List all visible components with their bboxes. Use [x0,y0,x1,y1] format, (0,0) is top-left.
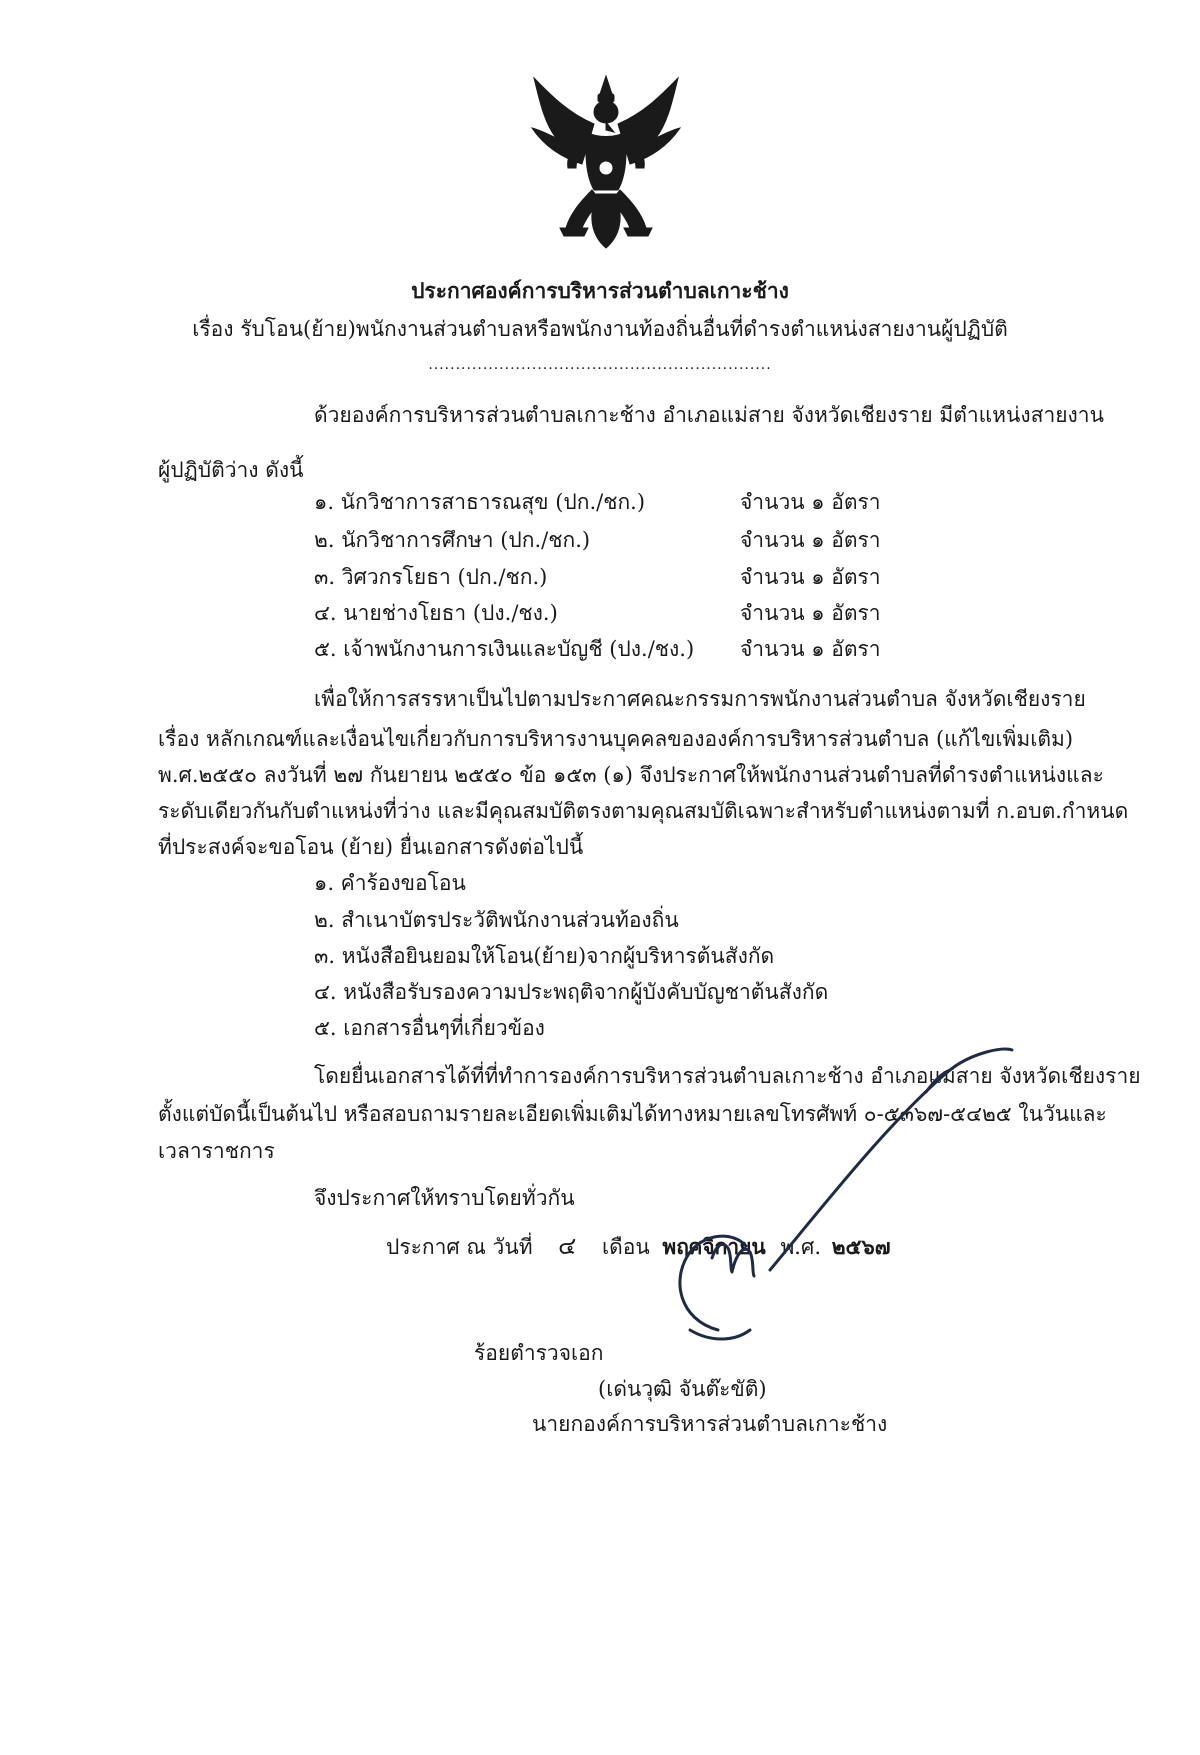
position-name: ๔. นายช่างโยธา (ปง./ชง.) [314,601,558,625]
intro-line-1: ด้วยองค์การบริหารส่วนตำบลเกาะช้าง อำเภอแม่สาย จังหวัดเชียงราย มีตำแหน่งสายงาน [314,403,1104,427]
garuda-emblem-icon [526,72,686,252]
intro-line-2: ผู้ปฏิบัติว่าง ดังนี้ [158,458,304,482]
position-count: จำนวน ๑ อัตรา [740,637,881,661]
date-day: ๔ [558,1232,577,1260]
signatory-rank: ร้อยตำรวจเอก [474,1341,604,1365]
document-item: ๕. เอกสารอื่นๆที่เกี่ยวข้อง [314,1016,545,1040]
paragraph-line: เวลาราชการ [158,1139,275,1163]
position-count: จำนวน ๑ อัตรา [740,601,881,625]
date-month: พฤศจิกายน [662,1234,766,1259]
announcement-subject: เรื่อง รับโอน(ย้าย)พนักงานส่วนตำบลหรือพนักงานท้องถิ่นอื่นที่ดำรงตำแหน่งสายงานผู้ปฏิบัติ [192,317,1008,341]
position-count: จำนวน ๑ อัตรา [740,490,881,514]
document-item: ๒. สำเนาบัตรประวัติพนักงานส่วนท้องถิ่น [314,908,679,932]
date-prefix: ประกาศ ณ วันที่ [386,1235,533,1259]
position-name: ๕. เจ้าพนักงานการเงินและบัญชี (ปง./ชง.) [314,637,695,661]
announcement-title: ประกาศองค์การบริหารส่วนตำบลเกาะช้าง [411,278,789,303]
paragraph-line: ที่ประสงค์จะขอโอน (ย้าย) ยื่นเอกสารดังต่อไปนี้ [158,835,584,859]
date-month-label: เดือน [601,1235,650,1259]
paragraph-line: ตั้งแต่บัดนี้เป็นต้นไป หรือสอบถามรายละเอียดเพิ่มเติมได้ทางหมายเลขโทรศัพท์ ๐-๕๓๖๗-๕๔๒๕ ในวันและ [158,1102,1107,1126]
handwritten-signature-icon [650,1040,1090,1400]
position-name: ๒. นักวิชาการศึกษา (ปก./ชก.) [314,528,591,552]
paragraph-line: เรื่อง หลักเกณฑ์และเงื่อนไขเกี่ยวกับการบริหารงานบุคคลขององค์การบริหารส่วนตำบล (แก้ไขเพิ่มเติม) [158,727,1074,751]
closing-statement: จึงประกาศให้ทราบโดยทั่วกัน [314,1186,575,1210]
position-count: จำนวน ๑ อัตรา [740,528,881,552]
paragraph-line: ระดับเดียวกันกับตำแหน่งที่ว่าง และมีคุณสมบัติตรงตามคุณสมบัติเฉพาะสำหรับตำแหน่งตามที่ ก.อบต.กำหนด [158,799,1129,823]
position-name: ๑. นักวิชาการสาธารณสุข (ปก./ชก.) [314,490,646,514]
date-year-label: พ.ศ. [780,1235,821,1259]
paragraph-line: โดยยื่นเอกสารได้ที่ที่ทำการองค์การบริหารส่วนตำบลเกาะช้าง อำเภอแม่สาย จังหวัดเชียงราย [314,1064,1141,1088]
paragraph-line: เพื่อให้การสรรหาเป็นไปตามประกาศคณะกรรมการพนักงานส่วนตำบล จังหวัดเชียงราย [314,687,1086,711]
position-count: จำนวน ๑ อัตรา [740,565,881,589]
document-item: ๑. คำร้องขอโอน [314,871,466,895]
date-year: ๒๕๖๗ [831,1234,891,1259]
position-name: ๓. วิศวกรโยธา (ปก./ชก.) [314,565,548,589]
header-divider: ............................................................... [428,357,772,373]
document-item: ๔. หนังสือรับรองความประพฤติจากผู้บังคับบัญชาต้นสังกัด [314,980,829,1004]
signatory-name: (เด่นวุฒิ จันต๊ะขัติ) [598,1377,767,1401]
paragraph-line: พ.ศ.๒๕๕๐ ลงวันที่ ๒๗ กันยายน ๒๕๕๐ ข้อ ๑๕๓ (๑) จึงประกาศให้พนักงานส่วนตำบลที่ดำรงตำแหน่งและ [158,763,1104,787]
document-item: ๓. หนังสือยินยอมให้โอน(ย้าย)จากผู้บริหารต้นสังกัด [314,944,775,968]
signatory-position: นายกองค์การบริหารส่วนตำบลเกาะช้าง [532,1412,888,1436]
